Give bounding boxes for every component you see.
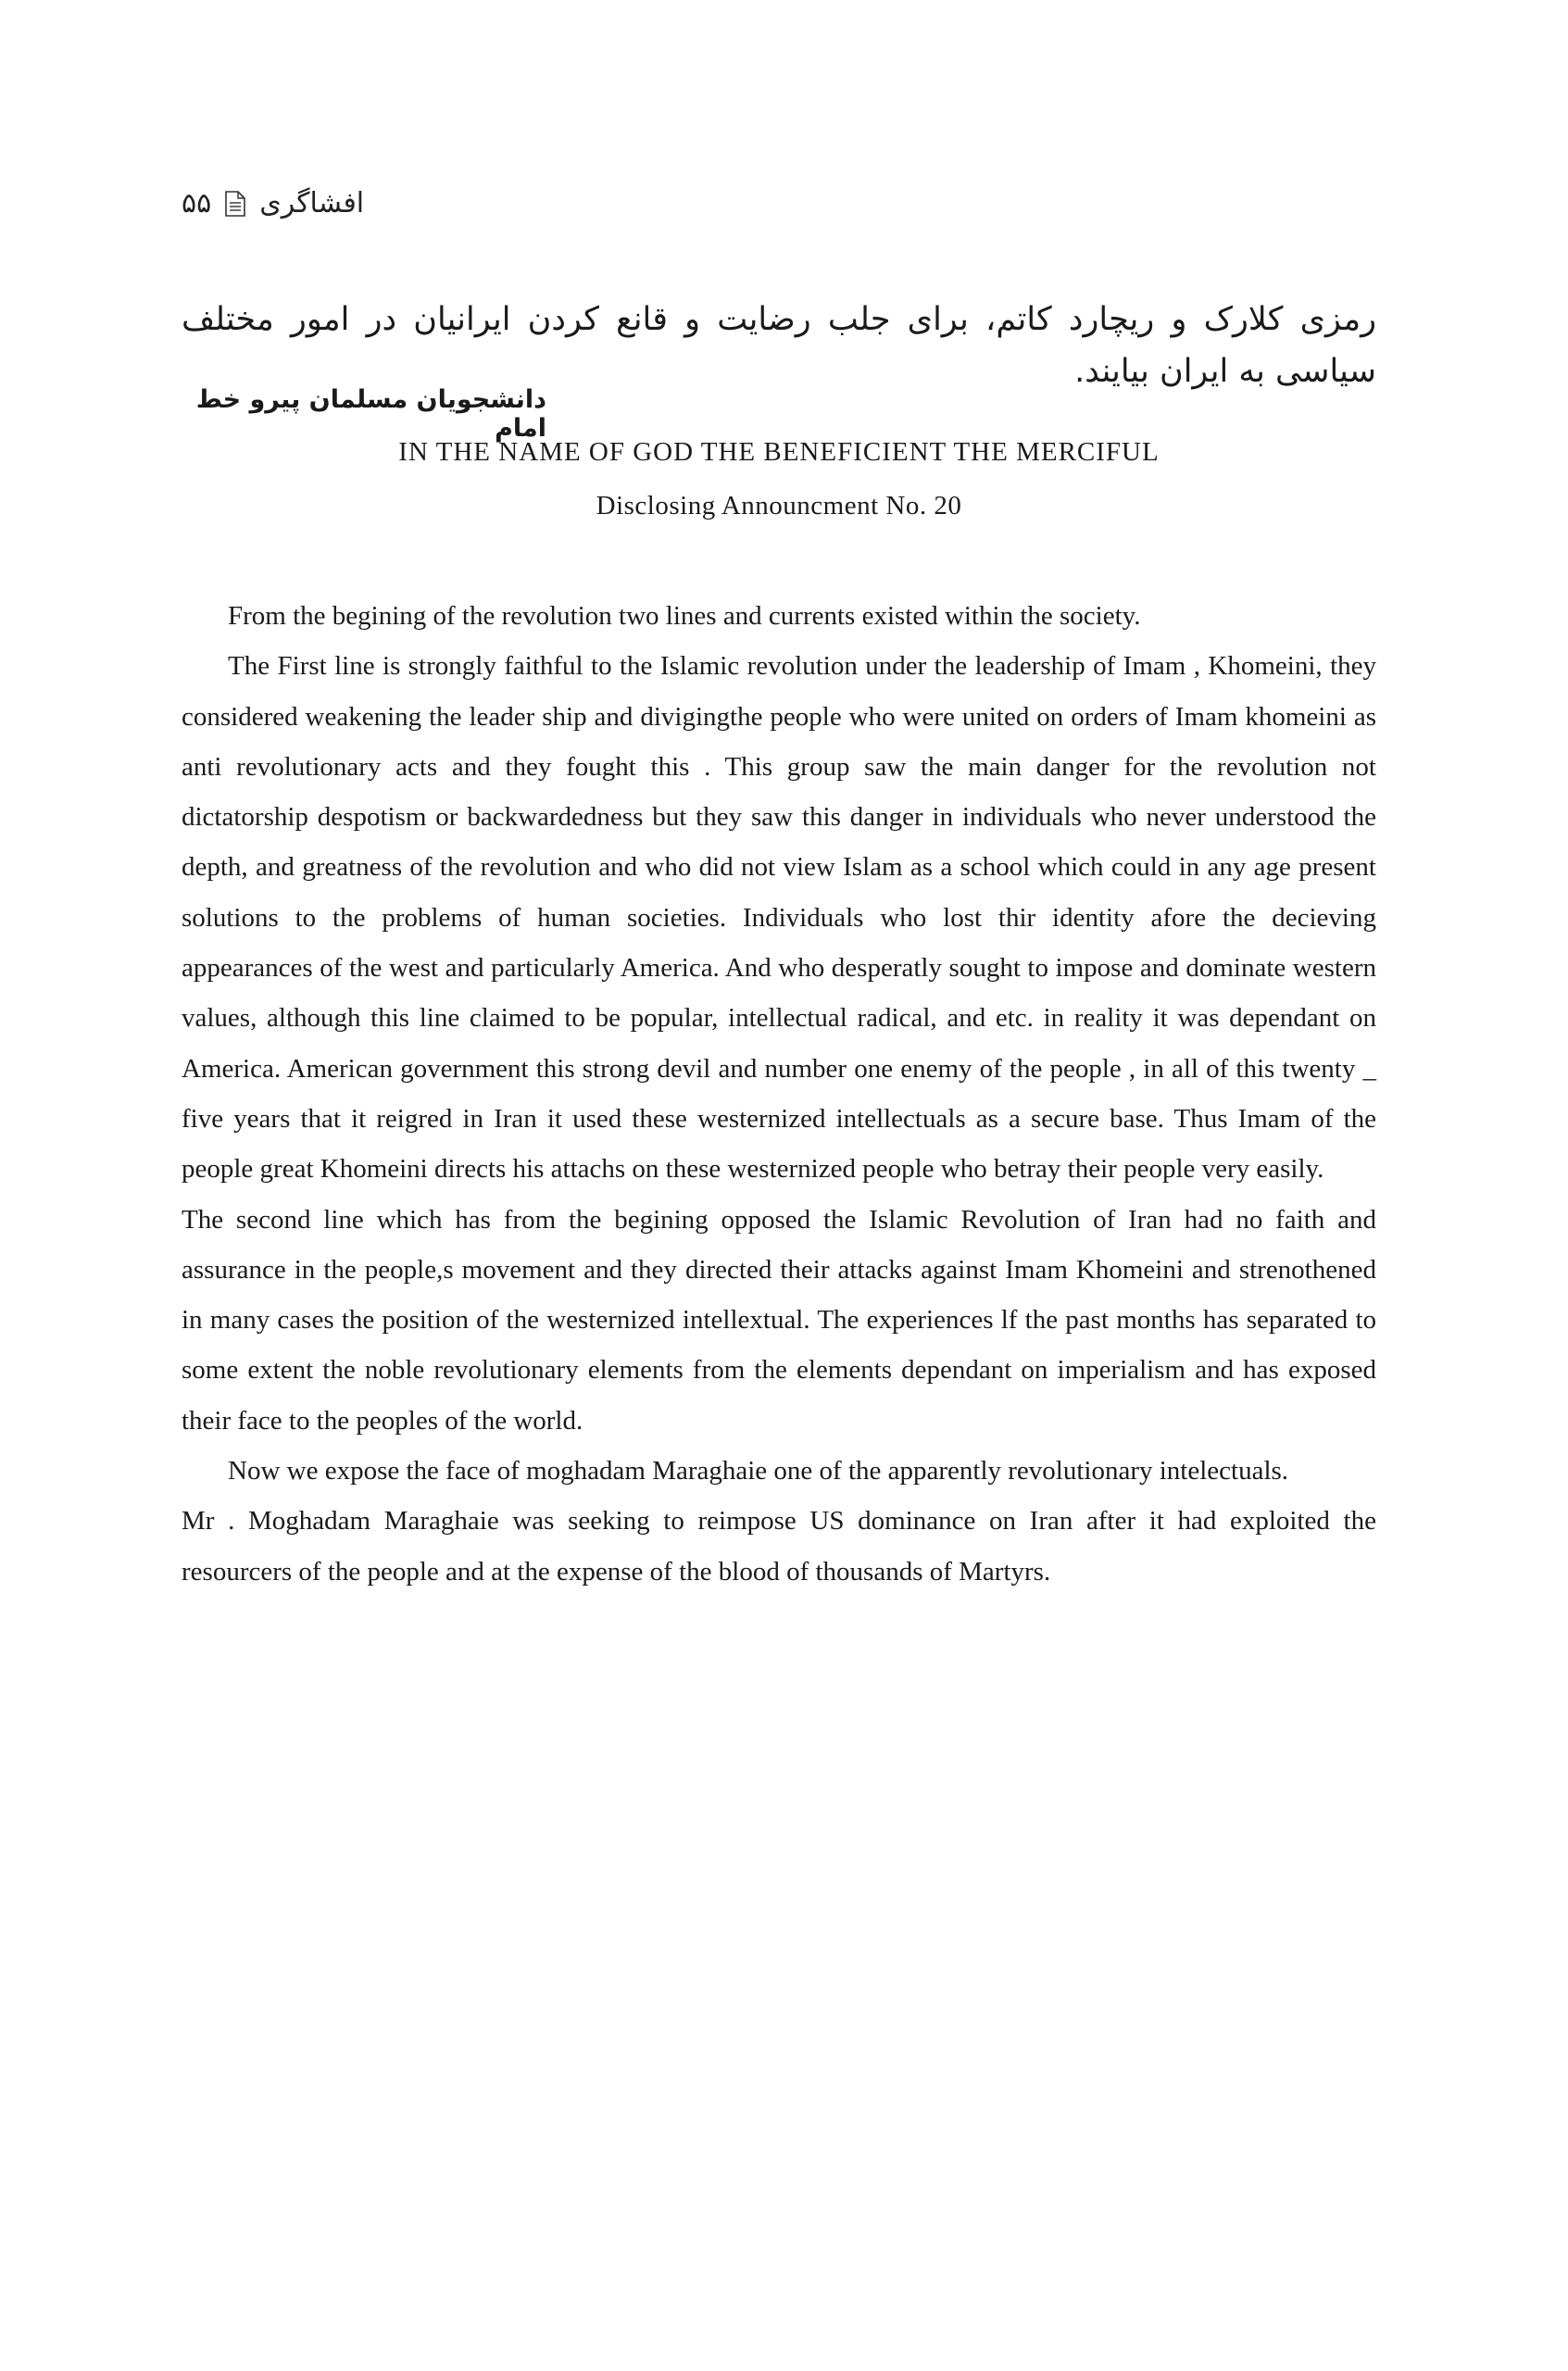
announcement-heading: IN THE NAME OF GOD THE BENEFICIENT THE MERCIFUL <box>398 437 1160 467</box>
paragraph-3: The second line which has from the begining opposed the Islamic Revolution of Iran had no faith and assurance in the people,s movement and they directed their attacks against Imam Khomeini and strenothened in many cases the position of the westernized intellextual. The experiences lf the past months has separated to some extent the noble revolutionary elements from the elements dependant on imperialism and has exposed their face to the peoples of the world. <box>182 1204 1376 1436</box>
persian-signature: دانشجویان مسلمان پیرو خط امام <box>195 385 546 443</box>
section-title: افشاگری <box>259 187 365 220</box>
paragraph-1: From the begining of the revolution two lines and currents existed within the society. <box>228 601 1141 631</box>
paragraph-5: Mr . Moghadam Maraghaie was seeking to reimpose US dominance on Iran after it had exploited the resourcers of the people and at the expense of the blood of thousands of Martyrs. <box>182 1506 1376 1587</box>
paragraph-4: Now we expose the face of moghadam Maraghaie one of the apparently revolutionary intelectuals. <box>228 1456 1289 1487</box>
paragraph-2: The First line is strongly faithful to the Islamic revolution under the leadership of Imam , Khomeini, they considered weakening the leader ship and divigingthe people who were united on orders of Imam khomeini as anti revolutionary acts and they fought this . This group saw the main danger for the revolution not dictatorship despotism or backwardedness but they saw this danger in individuals who never understood the depth, and greatness of the revolution and who did not view Islam as a school which could in any age present solutions to the problems of human societies. Individuals who lost thir identity afore the decieving appearances of the west and particularly America. And who desperatly sought to impose and dominate western values, although this line claimed to be popular, intellectual radical, and etc. in reality it was dependant on America. American government this strong devil and number one enemy of the people , in all of this twenty _ five years that it reigred in Iran it used these westernized intellectuals as a secure base. Thus Imam of the people great Khomeini directs his attachs on these westernized people who betray their people very easily. <box>182 651 1376 1185</box>
page-header <box>182 187 1376 239</box>
announcement-subheading: Disclosing Announcment No. 20 <box>596 491 962 521</box>
persian-paragraph: رمزی کلارک و ریچارد کاتم، برای جلب رضایت و قانع کردن ایرانیان در امور مختلف سیاسی به ایران بیایند. <box>182 301 1376 390</box>
announcement-body <box>182 591 1376 1597</box>
document-icon <box>224 191 246 217</box>
page-number: ۵۵ <box>182 187 212 220</box>
header-group <box>182 187 364 220</box>
